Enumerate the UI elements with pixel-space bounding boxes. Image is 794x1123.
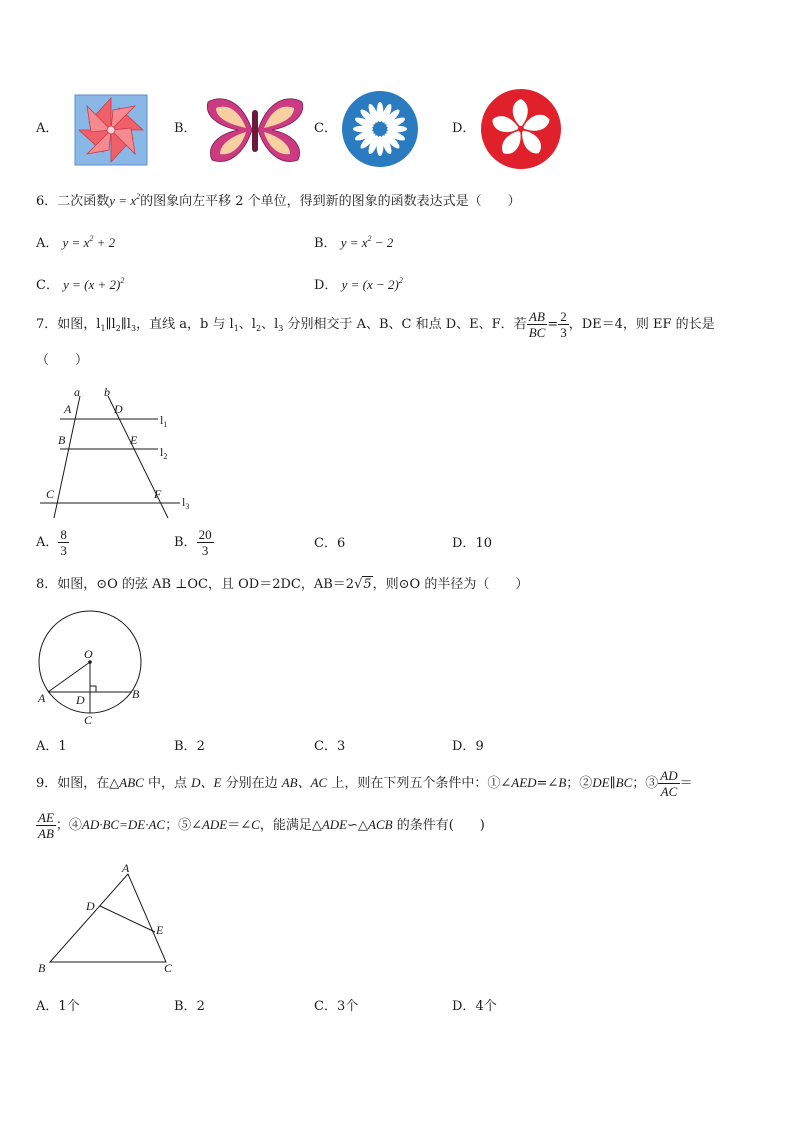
q7-option-a: A． $\frac{8}{3}$ [36,527,67,558]
q9-label-E: E [156,923,164,937]
q7-label-E: E [130,433,138,447]
q6-stem: 6．二次函数$y = x^2$的图象向左平移 2 个单位，得到新的图象的函数表达式是（ ） [36,192,521,209]
q5-option-d-label: D． [452,121,476,136]
q9-label-D: D [86,899,95,913]
q9-option-d: D．4个 [452,999,497,1014]
q8-option-c: C．3 [314,739,346,754]
q7-label-l2: $l_2$ [160,445,168,461]
q9-option-a: A．1个 [36,999,80,1014]
q9-option-c: C．3个 [314,999,359,1014]
q8-label-O: O [84,647,93,661]
q7-label-B: B [58,433,66,447]
q5-option-a-label: A． [36,121,59,136]
q8-option-d: D．9 [452,739,484,754]
q7-label-l3: $l_3$ [182,495,190,511]
q9-label-C: C [164,961,173,975]
q6-option-c: C． $y = (x + 2)^2$ [36,276,125,293]
q8-label-B: B [132,687,140,701]
q6-option-b: B． $y = x^2 - 2$ [314,234,394,251]
q8-option-a: A．1 [36,739,67,754]
pinwheel-icon [74,94,148,166]
q7-label-A: A [64,402,72,416]
chrysanthemum-icon [340,90,420,168]
q7-label-C: C [46,487,55,501]
q7-label-D: D [114,402,123,416]
q7-option-d: D．10 [452,536,492,551]
q7-paren: （ ） [36,353,89,368]
q9-label-B: B [38,961,46,975]
q7-option-b: B． $\frac{20}{3}$ [174,527,212,558]
q5-option-c-label: C． [314,121,337,136]
q9-option-b: B．2 [174,999,205,1014]
q8-stem: 8．如图，⊙O 的弦 AB ⊥OC，且 OD＝2DC，AB＝2√5，则⊙O 的半径为（ ） [36,577,529,592]
q8-circle-figure [34,606,144,730]
q9-triangle-figure [34,858,184,978]
q9-stem-line1: 9．如图，在△ABC 中，点 D、E 分别在边 AB、AC 上，则在下列五个条件中：①∠AED=∠B；②DE∥BC；③ $\frac{AD}{AC}$ ＝ [36,768,693,799]
q9-stem-line2: $\frac{AE}{AB}$ ；④AD·BC=DE·AC；⑤∠ADE＝∠C，能满足△ADE∽△ACB 的条件有( ) [38,810,485,841]
q8-label-D: D [76,693,85,707]
q7-label-l1: $l_1$ [160,413,168,429]
butterfly-pair-icon [202,92,308,168]
q7-value-fraction: $\frac{2}{3}$ [560,309,567,340]
q7-option-c: C．6 [314,536,346,551]
q8-option-b: B．2 [174,739,205,754]
q8-label-A: A [38,691,46,705]
q8-label-C: C [84,713,93,727]
q7-ratio-fraction: $\frac{AB}{BC}$ [528,309,546,340]
q9-label-A: A [122,861,130,875]
q7-stem: 7．如图，$l_1\parallel l_2\parallel l_3$，直线 a，b 与 $l_1$、$l_2$、$l_3$ 分别相交于 A、B、C 和点 D、E、F．若 $\frac{AB}{BC}$ = $\frac{2}{3}$ ，DE＝4，则 EF 的长是 [36,309,715,340]
q5-option-b-label: B． [174,121,197,136]
q6-option-a: A． $y = x^2 + 2$ [36,234,116,251]
q6-option-d: D． $y = (x - 2)^2$ [314,276,403,293]
q7-label-a: a [74,386,80,399]
q7-label-F: F [154,487,162,501]
bauhinia-flag-icon [480,88,562,170]
q7-label-b: b [104,386,110,399]
q7-parallel-lines-figure [34,386,194,520]
